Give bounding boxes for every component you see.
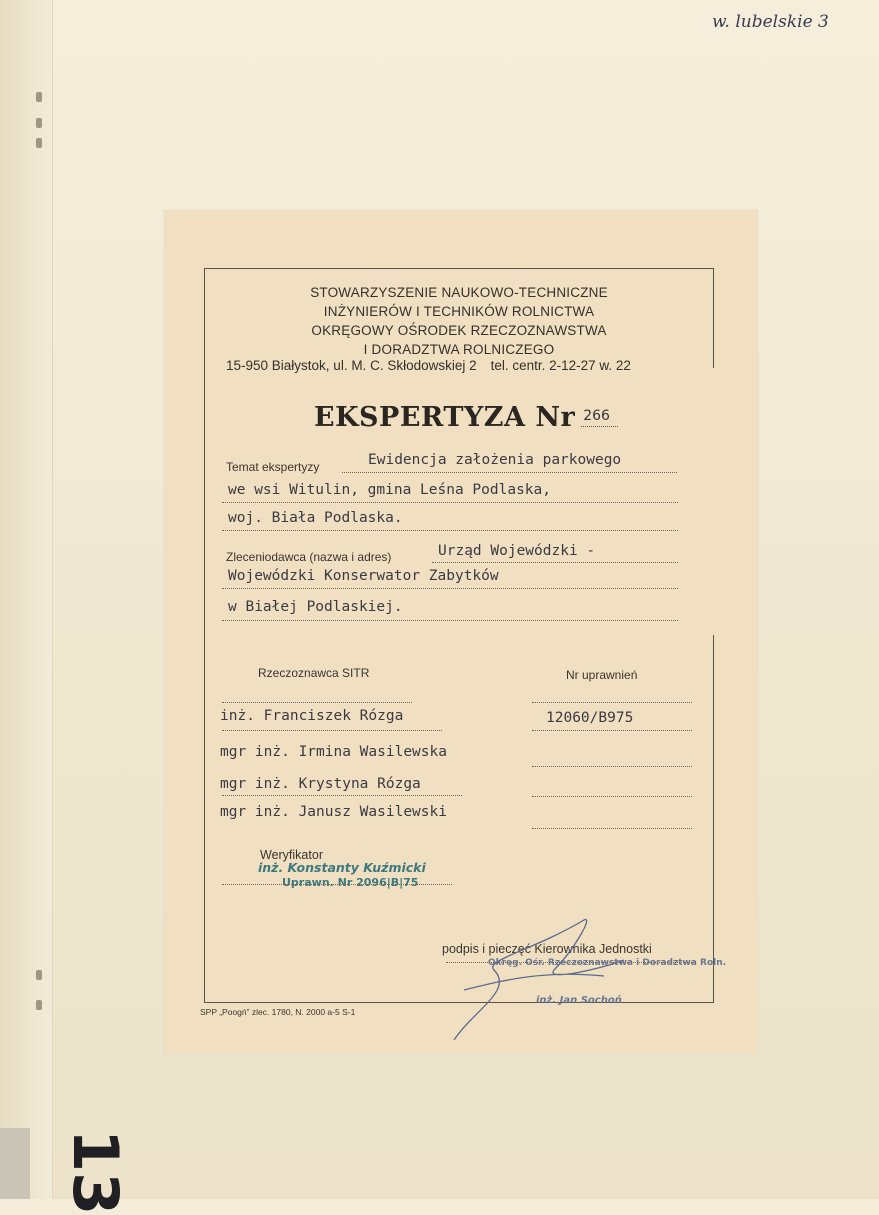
frame-line <box>204 268 714 269</box>
binding-hole <box>36 118 42 128</box>
dotted-line <box>222 730 442 731</box>
expert-name: mgr inż. Krystyna Rózga <box>220 776 421 792</box>
license-column-label: Nr uprawnień <box>566 668 638 682</box>
expert-name: inż. Franciszek Rózga <box>220 708 404 724</box>
spine-number: 13 <box>59 1129 132 1215</box>
expert-name: mgr inż. Irmina Wasilewska <box>220 744 447 760</box>
org-line: STOWARZYSZENIE NAUKOWO-TECHNICZNE <box>310 285 608 300</box>
document-title-row <box>314 402 618 433</box>
print-note: SPP „Poogń” zlec. 1780, N. 2000 a-5 S-1 <box>200 1007 356 1017</box>
verifier-stamp-name: inż. Konstanty Kuźmicki <box>258 860 426 875</box>
frame-line <box>204 268 205 1002</box>
topic-label: Temat ekspertyzy <box>226 460 320 474</box>
topic-line: we wsi Witulin, gmina Leśna Podlaska, <box>228 482 552 498</box>
topic-line: woj. Biała Podlaska. <box>228 510 403 526</box>
org-phone: tel. centr. 2-12-27 w. 22 <box>490 358 631 373</box>
expert-name: mgr inż. Janusz Wasilewski <box>220 804 447 820</box>
handwritten-signature <box>434 910 634 1050</box>
binding-hole <box>36 1000 42 1010</box>
frame-line <box>713 635 714 1002</box>
dotted-line <box>222 502 678 503</box>
expert-license: 12060/B975 <box>546 710 634 726</box>
expert-column-label: Rzeczoznawca SITR <box>258 666 370 680</box>
dotted-line <box>222 530 678 531</box>
binding-hole <box>36 92 42 102</box>
organization-header <box>234 283 684 359</box>
dotted-line <box>532 766 692 767</box>
frame-line <box>713 268 714 368</box>
org-line: I DORADZTWA ROLNICZEGO <box>363 342 555 357</box>
client-line: w Białej Podlaskiej. <box>228 599 403 615</box>
signer-stamp-name: inż. Jan Sochoń <box>536 995 622 1006</box>
dotted-line <box>222 620 678 621</box>
dotted-line <box>532 796 692 797</box>
signature-label: podpis i pieczęć Kierownika Jednostki <box>442 942 652 956</box>
topic-line: Ewidencja założenia parkowego <box>368 452 622 468</box>
org-address: 15-950 Białystok, ul. M. C. Skłodowskiej 2 <box>226 358 477 373</box>
dotted-line <box>222 588 678 589</box>
dotted-line <box>222 795 462 796</box>
institution-stamp: Okręg. Ośr. Rzeczoznawstwa i Doradztwa Roln. <box>488 958 727 968</box>
folder-binding-edge <box>0 0 53 1199</box>
verifier-label: Weryfikator <box>260 848 323 862</box>
org-line: INŻYNIERÓW I TECHNIKÓW ROLNICTWA <box>323 304 595 319</box>
org-address-line <box>226 358 706 373</box>
dotted-line <box>532 828 692 829</box>
client-label: Zleceniodawca (nazwa i adres) <box>226 550 392 564</box>
client-line: Urząd Wojewódzki - <box>438 543 596 559</box>
dotted-line <box>222 702 412 703</box>
binding-hole <box>36 138 42 148</box>
spine-label <box>0 1128 30 1199</box>
verifier-stamp-license: Uprawn. Nr 2096|B|75 <box>282 876 419 889</box>
document-number: 266 <box>581 408 618 427</box>
document-title: EKSPERTYZA Nr <box>314 402 576 433</box>
dotted-line <box>532 702 692 703</box>
handwritten-corner-note: w. lubelskie 3 <box>712 12 829 32</box>
dotted-line <box>342 472 677 473</box>
expertise-sheet <box>164 210 758 1054</box>
org-line: OKRĘGOWY OŚRODEK RZECZOZNAWSTWA <box>311 323 607 338</box>
binding-hole <box>36 970 42 980</box>
client-line: Wojewódzki Konserwator Zabytków <box>228 568 499 584</box>
dotted-line <box>432 562 678 563</box>
dotted-line <box>532 730 692 731</box>
dotted-line <box>222 884 452 885</box>
